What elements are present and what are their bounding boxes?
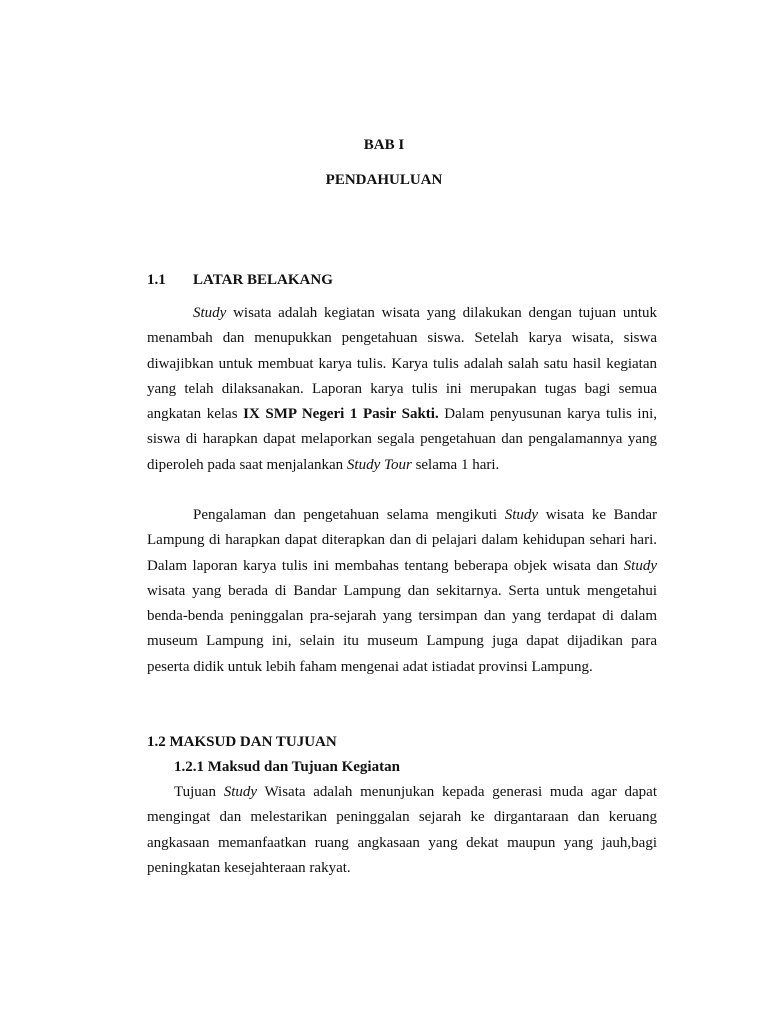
paragraph-tujuan <box>147 780 657 881</box>
italic-term: Study Tour <box>346 456 412 473</box>
bold-term: IX SMP Negeri 1 Pasir Sakti. <box>243 406 439 423</box>
paragraph-latar-2 <box>147 503 657 680</box>
paragraph-text: Pengalaman dan pengetahuan selama mengikuti <box>193 507 505 523</box>
paragraph-text: wisata adalah kegiatan wisata yang dilakukan dengan tujuan untuk menambah dan menupukkan pengetahuan siswa. Setelah karya wisata, siswa diwajibkan untuk membuat karya tulis. Karya tulis adalah salah satu hasil kegiatan yang telah dilaksanakan. Laporan karya tulis ini merupakan tugas bagi semua angkatan kelas <box>147 305 657 423</box>
italic-term: Study <box>193 305 227 321</box>
chapter-title: PENDAHULUAN <box>325 172 443 188</box>
paragraph-text: Tujuan <box>174 784 224 800</box>
chapter-number: BAB I <box>363 137 405 153</box>
paragraph-latar-1 <box>147 301 657 478</box>
subsection-heading: 1.2.1 Maksud dan Tujuan Kegiatan <box>174 759 400 775</box>
italic-term: Study <box>623 557 657 574</box>
italic-term: Study <box>504 507 539 523</box>
paragraph-text: wisata ke Bandar Lampung di harapkan dapat diterapkan dan di pelajari dalam kehidupan sehari hari. Dalam laporan karya tulis ini membahas tentang beberapa objek wisata dan <box>147 507 657 574</box>
paragraph-text: wisata yang berada di Bandar Lampung dan sekitarnya. Serta untuk mengetahui benda-benda peninggalan pra-sejarah yang tersimpan dan yang terdapat di dalam museum Lampung ini, selain itu museum Lampung juga dapat dijadikan para peserta didik untuk lebih faham mengenai adat istiadat provinsi Lampung. <box>147 582 657 675</box>
section-heading-maksud: 1.2 MAKSUD DAN TUJUAN <box>147 734 337 750</box>
section-title: LATAR BELAKANG <box>193 272 333 288</box>
italic-term: Study <box>223 784 258 800</box>
paragraph-text: Dalam penyusunan karya tulis ini, siswa di harapkan dapat melaporkan segala pengetahuan dan pengalamannya yang diperoleh pada saat menjalankan <box>147 406 657 473</box>
paragraph-text: selama 1 hari. <box>411 456 500 473</box>
paragraph-text: Wisata adalah menunjukan kepada generasi muda agar dapat mengingat dan melestarikan peninggalan sejarah ke dirgantaraan dan keruang angkasaan memanfaatkan ruang angkasaan yang dekat maupun yang jauh,bagi peningkatan kesejahteraan rakyat. <box>147 784 657 876</box>
section-number: 1.1 <box>147 272 166 288</box>
